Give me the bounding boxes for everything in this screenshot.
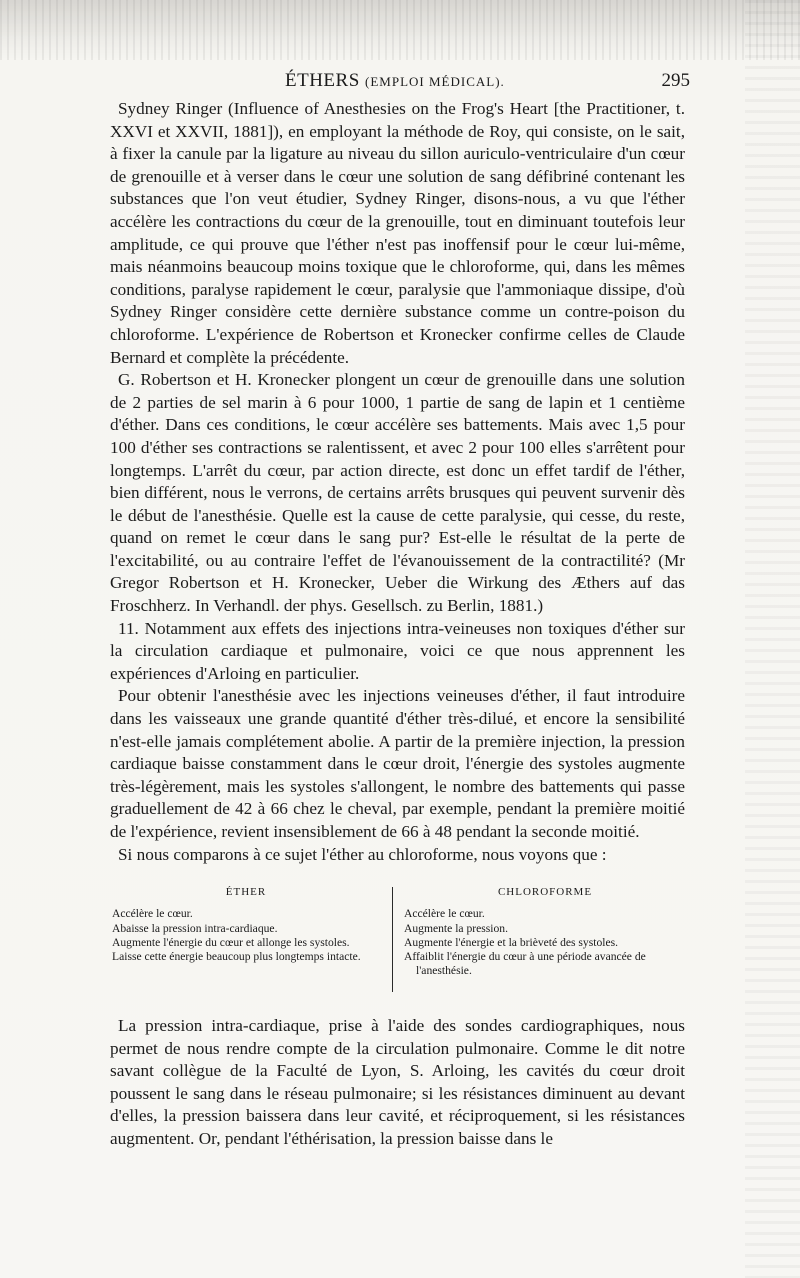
header-title-sub: (EMPLOI MÉDICAL).: [365, 74, 505, 89]
scan-noise-right: [745, 0, 800, 1278]
chloroforme-item: Augmente l'énergie et la brièveté des systoles.: [404, 935, 619, 949]
paragraph-pression: La pression intra-cardiaque, prise à l'aide des sondes cardiographiques, nous permet de nous rendre compte de la circulation pulmonaire. Comme le dit notre savant collègue de la Faculté de Lyon, S. Arloing, les cavités du cœur droit poussent le sang dans le réseau pulmonaire; si les résistances diminuent au devant d'elles, la pression baissera dans leur cavité, et réciproquement, si les résistances augmentent. Or, pendant l'éthérisation, la pression baisse dans le: [110, 1016, 685, 1148]
chloroforme-item: Accélère le cœur.: [404, 907, 485, 921]
column-header-ether: ÉTHER: [225, 886, 267, 898]
paragraph-section-11: 11. Notamment aux effets des injections intra-veineuses non toxiques d'éther sur la circulation cardiaque et pulmonaire, voici ce que nous apprennent les expériences d'Arloing en particulier.: [110, 618, 685, 683]
header-title: [285, 70, 505, 92]
body-text-top: [110, 98, 685, 866]
comparison-column-chloroforme: [404, 885, 686, 979]
paragraph-comparaison: Si nous comparons à ce sujet l'éther au chloroforme, nous voyons que :: [118, 844, 607, 864]
chloroforme-item: Affaiblit l'énergie du cœur à une période avancée de l'anesthésie.: [404, 950, 646, 978]
comparison-table: [112, 885, 684, 995]
paragraph-robertson: G. Robertson et H. Kronecker plongent un cœur de grenouille dans une solution de 2 parties de sel marin à 6 pour 1000, 1 partie de sang de lapin et 1 centième d'éther. Dans ces conditions, le cœur accélère ses battements. Mais avec 1,5 pour 100 d'éther ses contractions se ralentissent, et avec 2 pour 100 elles s'arrêtent pour longtemps. L'arrêt du cœur, par action directe, est donc un effet tardif de l'éther, bien différent, nous le verrons, de certains arrêts brusques qui peuvent survenir dès le début de l'anesthésie. Quelle est la cause de cette paralysie, qui cesse, du reste, quand on remet le cœur dans le sang pur? Est-elle le résultat de la perte de l'excitabilité, ou au contraire l'effet de l'évanouissement de la contractilité? (Mr Gregor Robertson et H. Kronecker, Ueber die Wirkung des Æthers auf das Froschherz. In Verhandl. der phys. Gesellsch. zu Berlin, 1881.): [110, 370, 685, 616]
chloroforme-item: Augmente la pression.: [404, 921, 508, 935]
paragraph-ringer: Sydney Ringer (Influence of Anesthesies on the Frog's Heart [the Practitioner, t. XXVI et XXVII, 1881]), en employant la méthode de Roy, qui consiste, on le sait, à fixer la canule par la ligature au niveau du sillon auriculo-ventriculaire d'un cœur de grenouille et à verser dans le cœur une solution de sang défibriné contenant les substances que l'on veut étudier, Sydney Ringer, disons-nous, a vu que l'éther accélère les contractions du cœur de la grenouille, tout en diminuant toutefois leur amplitude, ce qui prouve que l'éther n'est pas inoffensif pour le cœur lui-même, mais néanmoins beaucoup moins toxique que le chloroforme, qui, dans les mêmes conditions, paralyse rapidement le cœur, paralysie que l'ammoniaque dissipe, d'où Sydney Ringer considère cette dernière substance comme un contre-poison du chloroforme. L'expérience de Robertson et Kronecker confirme celles de Claude Bernard et complète la précédente.: [110, 99, 685, 367]
ether-item: Laisse cette énergie beaucoup plus longtemps intacte.: [112, 950, 361, 964]
running-header: [110, 70, 690, 94]
ether-item: Abaisse la pression intra-cardiaque.: [112, 921, 278, 935]
scan-noise-top: [0, 0, 800, 60]
page-number: 295: [661, 70, 690, 91]
header-title-main: ÉTHERS: [285, 70, 360, 91]
body-text-bottom: [110, 1015, 685, 1151]
comparison-column-ether: [112, 885, 380, 964]
column-divider: [392, 887, 393, 992]
ether-item: Augmente l'énergie du cœur et allonge les systoles.: [112, 935, 350, 949]
paragraph-anesthesie: Pour obtenir l'anesthésie avec les injections veineuses d'éther, il faut introduire dans les vaisseaux une grande quantité d'éther très-dilué, et encore la sensibilité n'est-elle jamais complétement abolie. A partir de la première injection, la pression cardiaque baisse constamment dans le cœur droit, l'énergie des systoles augmente très-légèrement, mais les systoles s'allongent, le nombre des battements qui passe graduellement de 42 à 66 chez le cheval, par exemple, pendant la première moitié de l'expérience, revient insensiblement de 66 à 48 pendant la seconde moitié.: [110, 686, 685, 841]
column-header-chloroforme: CHLOROFORME: [497, 886, 593, 898]
ether-item: Accélère le cœur.: [112, 907, 193, 921]
